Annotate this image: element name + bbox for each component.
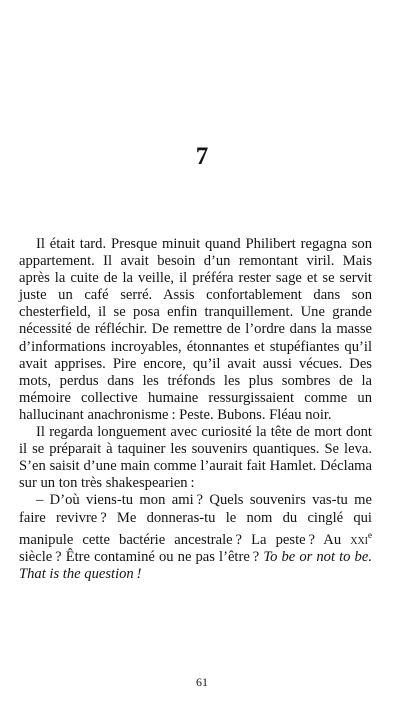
paragraph-2: Il regarda longuement avec curiosité la tête de mort dont il se préparait à taquiner les souvenirs quantiques. Se leva. S’en saisit d’une main comme l’aurait fait Hamlet. Déclama sur un ton très shakespearien : (19, 424, 372, 492)
century-suffix: e (368, 529, 372, 540)
page-number: 61 (196, 675, 208, 689)
chapter-number: 7 (195, 143, 209, 170)
paragraph-dialogue (19, 492, 372, 582)
paragraph-1: Il était tard. Presque minuit quand Philibert regagna son appartement. Il avait besoin d’un remontant viril. Mais après la cuite de la veille, il préféra rester sage et se servit juste un café serré. Assis confortablement dans son chesterfield, il se posa enfin tranquillement. Une grande nécessité de réfléchir. De remettre de l’ordre dans la masse d’informations incroyables, étonnantes et stupéfiantes qu’il avait apprises. Pire encore, qu’il avait aussi vécues. Des mots, perdus dans les tréfonds les plus sombres de la mémoire collective humaine ressurgissaient comme un hallucinant anachronisme : Peste. Bubons. Fléau noir. (19, 236, 372, 423)
dialogue-text-before: – D’où viens-tu mon ami ? Quels souvenirs vas-tu me faire revivre ? Me donneras-tu le nom du cinglé qui manipule cette bactérie ancestrale ? La peste ? Au (19, 492, 372, 548)
dialogue-text-after: siècle ? Être contaminé ou ne pas l’être ? (19, 548, 264, 565)
hamlet-quote: To be or not to be. That is the question ! (19, 548, 372, 582)
chapter-body (19, 236, 372, 583)
century-numeral: xxi (350, 531, 368, 548)
